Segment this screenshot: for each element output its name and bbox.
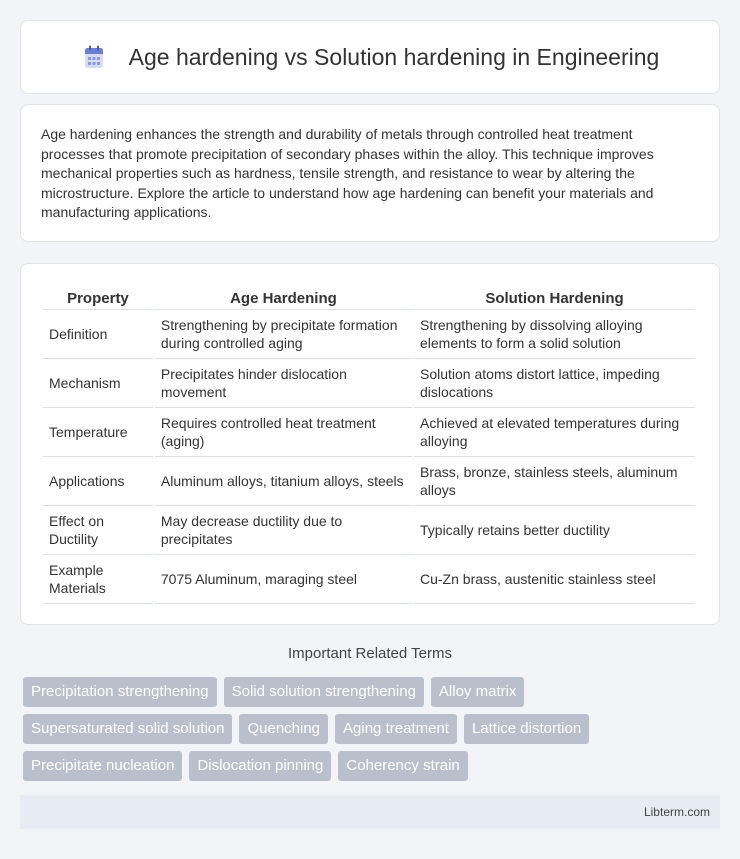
tag-dislocation-pinning[interactable]: Dislocation pinning [189, 751, 331, 781]
tag-row [23, 751, 723, 781]
row-property: Effect on Ductility [43, 506, 153, 555]
row-property: Example Materials [43, 555, 153, 604]
tag-precipitation-strengthening[interactable]: Precipitation strengthening [23, 677, 217, 707]
row-age-hardening: Strengthening by precipitate formation during controlled aging [155, 310, 412, 359]
related-terms-title: Important Related Terms [288, 645, 452, 662]
related-terms [23, 677, 723, 788]
tag-solid-solution-strengthening[interactable]: Solid solution strengthening [224, 677, 424, 707]
tag-row [23, 677, 723, 707]
row-property: Mechanism [43, 359, 153, 408]
row-age-hardening: Requires controlled heat treatment (aging) [155, 408, 412, 457]
tag-lattice-distortion[interactable]: Lattice distortion [464, 714, 589, 744]
table-header-row [43, 284, 695, 310]
row-solution-hardening: Strengthening by dissolving alloying elements to form a solid solution [414, 310, 695, 359]
tag-precipitate-nucleation[interactable]: Precipitate nucleation [23, 751, 182, 781]
table-row [43, 408, 695, 457]
header [81, 44, 660, 71]
row-solution-hardening: Brass, bronze, stainless steels, aluminum alloys [414, 457, 695, 506]
row-solution-hardening: Solution atoms distort lattice, impeding dislocations [414, 359, 695, 408]
row-age-hardening: Aluminum alloys, titanium alloys, steels [155, 457, 412, 506]
header-age-hardening: Age Hardening [155, 284, 412, 310]
footer [20, 795, 720, 829]
row-solution-hardening: Achieved at elevated temperatures during alloying [414, 408, 695, 457]
intro-paragraph: Age hardening enhances the strength and durability of metals through controlled heat treatment processes that promote precipitation of secondary phases within the alloy. This technique improves mechanical properties such as hardness, tensile strength, and resistance to wear by altering the microstructure. Explore the article to understand how age hardening can benefit your materials and manufacturing applications. [41, 126, 654, 221]
tag-row [23, 714, 723, 744]
page-title: Age hardening vs Solution hardening in Engineering [128, 43, 660, 70]
table-row [43, 457, 695, 506]
row-age-hardening: 7075 Aluminum, maraging steel [155, 555, 412, 604]
table-row [43, 555, 695, 604]
row-property: Definition [43, 310, 153, 359]
tag-supersaturated-solid-solution[interactable]: Supersaturated solid solution [23, 714, 232, 744]
footer-site-link[interactable]: Libterm.com [643, 805, 710, 819]
intro-card [20, 104, 720, 242]
row-age-hardening: Precipitates hinder dislocation movement [155, 359, 412, 408]
row-property: Applications [43, 457, 153, 506]
row-solution-hardening: Typically retains better ductility [414, 506, 695, 555]
tag-aging-treatment[interactable]: Aging treatment [335, 714, 457, 744]
tag-alloy-matrix[interactable]: Alloy matrix [431, 677, 525, 707]
tag-quenching[interactable]: Quenching [239, 714, 328, 744]
comparison-table [41, 284, 697, 604]
tag-coherency-strain[interactable]: Coherency strain [338, 751, 467, 781]
header-solution-hardening: Solution Hardening [414, 284, 695, 310]
row-solution-hardening: Cu-Zn brass, austenitic stainless steel [414, 555, 695, 604]
table-row [43, 359, 695, 408]
row-age-hardening: May decrease ductility due to precipitates [155, 506, 412, 555]
comparison-card [20, 263, 720, 625]
document-icon [81, 44, 107, 70]
header-property: Property [43, 284, 153, 310]
table-row [43, 310, 695, 359]
header-card [20, 20, 720, 94]
table-row [43, 506, 695, 555]
row-property: Temperature [43, 408, 153, 457]
